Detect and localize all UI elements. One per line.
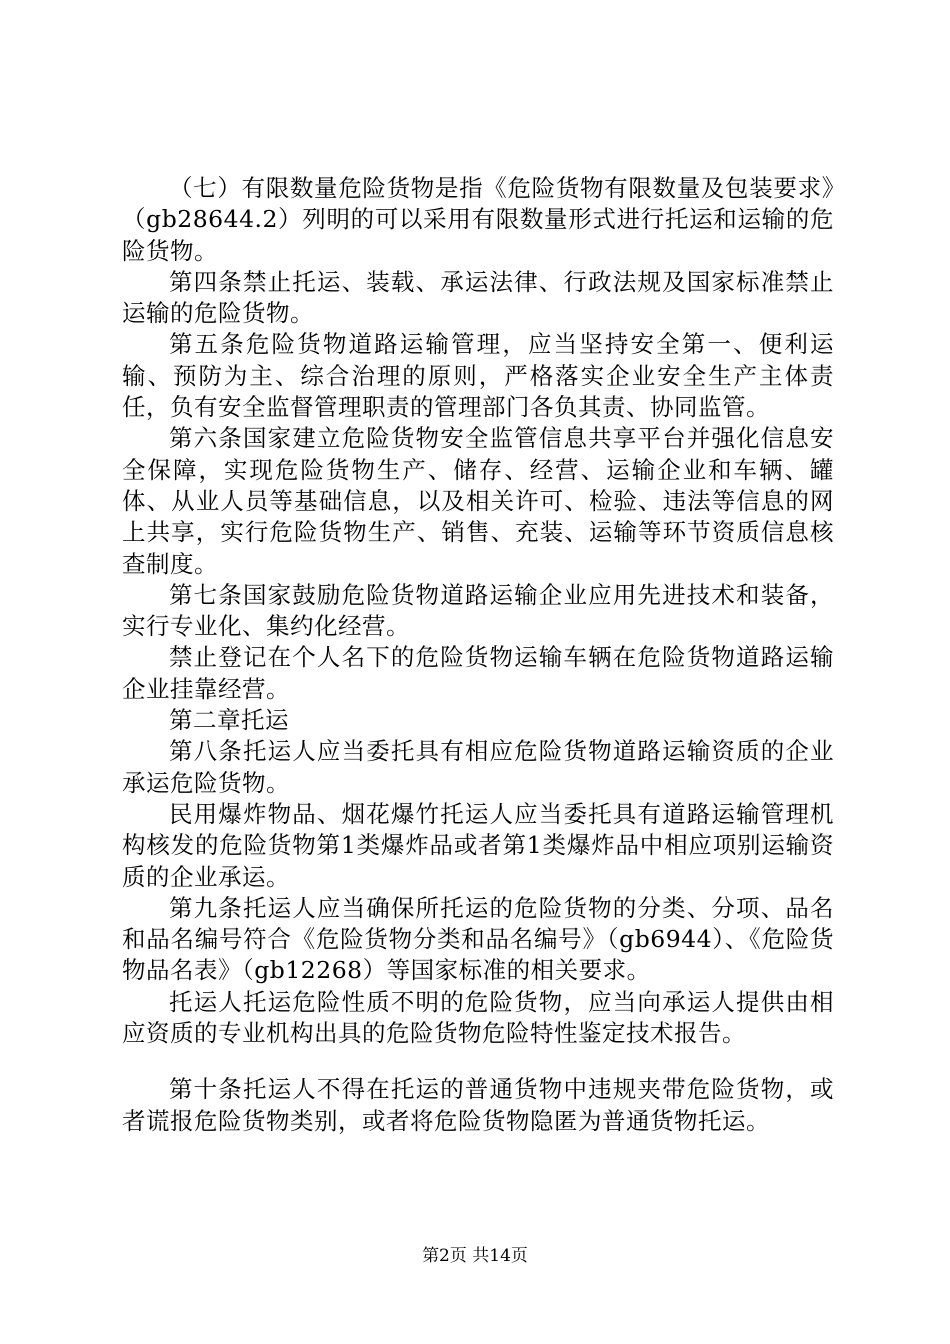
- paragraph-limited-quantity: （七）有限数量危险货物是指《危险货物有限数量及包装要求》（gb28644.2）列明的可以采用有限数量形式进行托运和运输的危险货物。: [122, 174, 834, 265]
- paragraph-article-4: 第四条禁止托运、装载、承运法律、行政法规及国家标准禁止运输的危险货物。: [122, 267, 834, 328]
- paragraph-article-7: 第七条国家鼓励危险货物道路运输企业应用先进技术和装备，实行专业化、集约化经营。: [122, 580, 834, 641]
- paragraph-article-5: 第五条危险货物道路运输管理，应当坚持安全第一、便利运输、预防为主、综合治理的原则，严格落实企业安全生产主体责任，负有安全监督管理职责的管理部门各负其责、协同监管。: [122, 330, 834, 422]
- paragraph-article-8: 第八条托运人应当委托具有相应危险货物道路运输资质的企业承运危险货物。: [122, 737, 834, 797]
- paragraph-article-9: 第九条托运人应当确保所托运的危险货物的分类、分项、品名和品名编号符合《危险货物分类和品名编号》（gb6944）、《危险货物品名表》（gb12268）等国家标准的相关要求。: [122, 893, 834, 985]
- paragraph-article-9-unknown-hazard: 托运人托运危险性质不明的危险货物，应当向承运人提供由相应资质的专业机构出具的危险货物危险特性鉴定技术报告。: [122, 987, 834, 1048]
- page-number-footer: 第2页 共14页: [422, 1246, 528, 1266]
- paragraph-article-8-explosives: 民用爆炸物品、烟花爆竹托运人应当委托具有道路运输管理机构核发的危险货物第1类爆炸品或者第1类爆炸品中相应项别运输资质的企业承运。: [122, 799, 834, 891]
- paragraph-article-7-prohibition: 禁止登记在个人名下的危险货物运输车辆在危险货物道路运输企业挂靠经营。: [122, 643, 834, 703]
- paragraph-article-6: 第六条国家建立危险货物安全监管信息共享平台并强化信息安全保障，实现危险货物生产、储存、经营、运输企业和车辆、罐体、从业人员等基础信息，以及相关许可、检验、违法等信息的网上共享，实行危险货物生产、销售、充装、运输等环节资质信息核查制度。: [122, 424, 834, 578]
- document-body: [122, 173, 834, 1137]
- paragraph-article-10: 第十条托运人不得在托运的普通货物中违规夹带危险货物，或者谎报危险货物类别，或者将危险货物隐匿为普通货物托运。: [122, 1075, 834, 1135]
- chapter-heading: 第二章托运: [169, 706, 289, 735]
